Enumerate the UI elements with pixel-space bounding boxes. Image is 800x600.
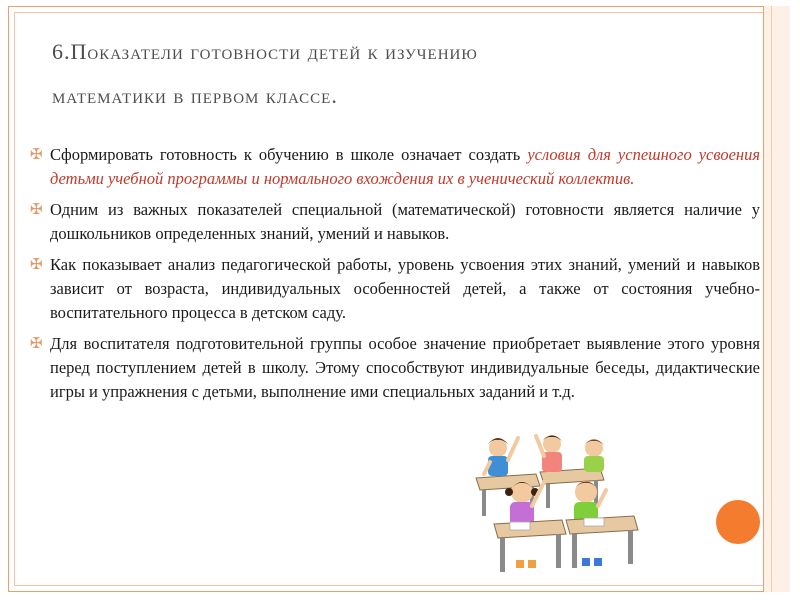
right-decorative-band — [763, 6, 790, 592]
paragraph-1-text: Сформировать готовность к обучению в школе означает создать — [50, 145, 528, 164]
slide-title-line2: математики в первом классе. — [52, 83, 338, 108]
bullet-icon: ✠ — [30, 202, 43, 218]
right-band-line — [771, 6, 772, 592]
bullet-icon: ✠ — [30, 336, 43, 352]
paragraph-2 — [30, 198, 760, 246]
bullet-icon: ✠ — [30, 147, 43, 163]
child-pink-shirt — [536, 435, 562, 472]
paragraph-2-text: Одним из важных показателей специальной (математической) готовности является наличие у дошкольников определенных знаний, умений и навыков. — [50, 200, 760, 243]
children-at-desks-illustration — [466, 430, 646, 580]
slide-body — [30, 143, 760, 411]
paragraph-3-text: Как показывает анализ педагогической работы, уровень усвоения этих знаний, умений и навыков зависит от возраста, индивидуальных особенностей детей, а также от состояния учебно-воспитательного процесса в детском саду. — [50, 255, 760, 322]
bullet-icon: ✠ — [30, 257, 43, 273]
paragraph-4-text: Для воспитателя подготовительной группы особое значение приобретает выявление этого уровня перед поступлением детей в школу. Этому способствуют индивидуальные беседы, дидактические игры и упражнения с детьми, выполнение ими специальных заданий и т.д. — [50, 334, 760, 401]
child-back-right — [584, 439, 604, 472]
child-blue-shirt — [484, 438, 518, 476]
paragraph-4 — [30, 332, 760, 404]
slide-title — [52, 30, 712, 118]
paragraph-1 — [30, 143, 760, 191]
orange-circle-decoration — [716, 500, 760, 544]
paragraph-1-emphasis: условия для успешного усвоения детьми учебной программы и нормального вхождения их в ученический коллектив. — [50, 145, 760, 188]
paragraph-3 — [30, 253, 760, 325]
slide-title-line1: 6.Показатели готовности детей к изучению — [52, 39, 478, 64]
